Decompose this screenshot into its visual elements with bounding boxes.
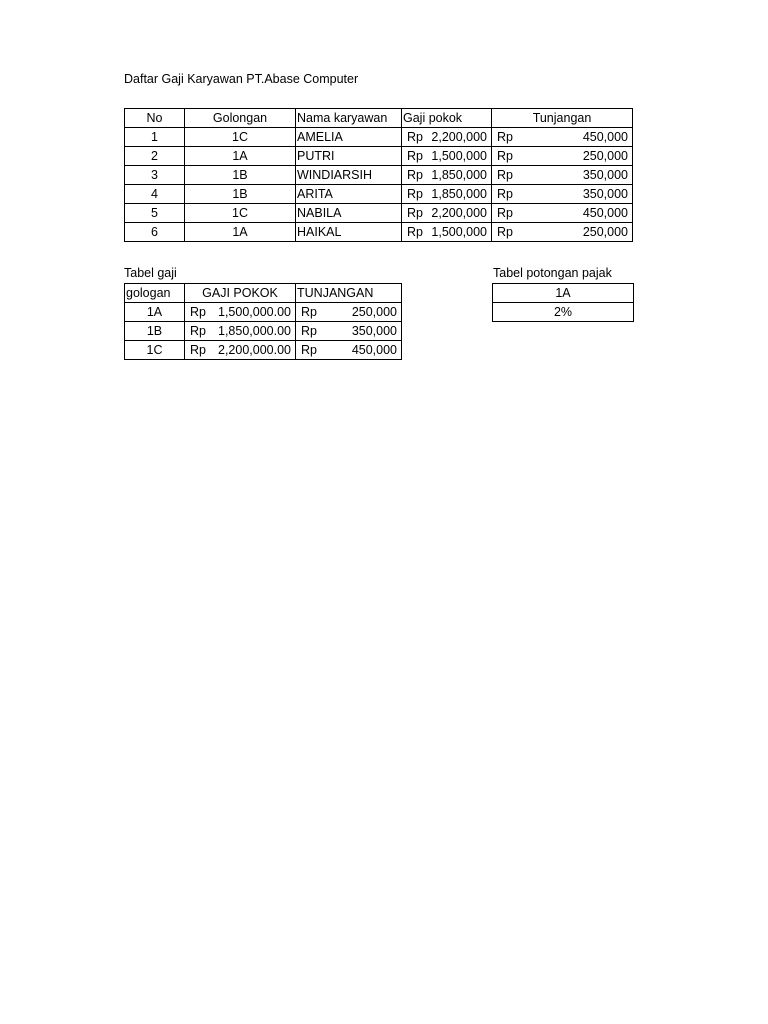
cell-tunjangan[interactable] — [492, 185, 633, 204]
cell-nama[interactable]: PUTRI — [296, 147, 402, 166]
tunjangan-value: 450,000 — [582, 206, 628, 220]
table-row — [125, 223, 633, 242]
tunjangan-value: 250,000 — [351, 305, 397, 319]
cell-tunjangan[interactable] — [296, 322, 402, 341]
header-tunjangan[interactable]: Tunjangan — [492, 109, 633, 128]
tunjangan-value: 350,000 — [582, 168, 628, 182]
table-row — [125, 303, 402, 322]
table-row — [125, 147, 633, 166]
cell-golongan[interactable]: 1B — [125, 322, 185, 341]
table-row — [125, 204, 633, 223]
cell-gaji-pokok[interactable] — [402, 185, 492, 204]
cell-golongan[interactable]: 1A — [185, 147, 296, 166]
gaji-value: 1,850,000 — [431, 187, 487, 201]
currency-symbol: Rp — [497, 149, 513, 163]
header-golongan[interactable]: Golongan — [185, 109, 296, 128]
table-header-row — [125, 109, 633, 128]
gaji-value: 1,500,000.00 — [218, 305, 291, 319]
cell-golongan[interactable]: 1B — [185, 166, 296, 185]
cell-tunjangan[interactable] — [296, 303, 402, 322]
gaji-value: 1,850,000.00 — [218, 324, 291, 338]
tunjangan-value: 350,000 — [582, 187, 628, 201]
cell-no[interactable]: 5 — [125, 204, 185, 223]
cell-golongan[interactable]: 1C — [125, 341, 185, 360]
currency-symbol: Rp — [301, 305, 317, 319]
table-row — [125, 128, 633, 147]
gaji-value: 1,850,000 — [431, 168, 487, 182]
cell-golongan[interactable]: 1A — [125, 303, 185, 322]
gaji-value: 1,500,000 — [431, 225, 487, 239]
tunjangan-value: 250,000 — [582, 149, 628, 163]
tunjangan-value: 250,000 — [582, 225, 628, 239]
cell-tunjangan[interactable] — [492, 147, 633, 166]
tunjangan-value: 450,000 — [582, 130, 628, 144]
cell-golongan[interactable]: 1C — [185, 128, 296, 147]
tunjangan-value: 350,000 — [351, 324, 397, 338]
currency-symbol: Rp — [407, 130, 423, 144]
currency-symbol: Rp — [407, 149, 423, 163]
cell-gaji-pokok[interactable] — [402, 128, 492, 147]
cell-gaji-pokok[interactable] — [185, 341, 296, 360]
cell-tunjangan[interactable] — [492, 128, 633, 147]
table-row — [125, 341, 402, 360]
cell-nama[interactable]: NABILA — [296, 204, 402, 223]
header-no[interactable]: No — [125, 109, 185, 128]
cell-no[interactable]: 2 — [125, 147, 185, 166]
tabel-gaji — [124, 283, 402, 360]
cell-golongan[interactable]: 1C — [185, 204, 296, 223]
gaji-value: 2,200,000 — [431, 130, 487, 144]
currency-symbol: Rp — [497, 225, 513, 239]
table-row — [125, 322, 402, 341]
currency-symbol: Rp — [407, 206, 423, 220]
cell-no[interactable]: 1 — [125, 128, 185, 147]
currency-symbol: Rp — [497, 168, 513, 182]
currency-symbol: Rp — [497, 206, 513, 220]
currency-symbol: Rp — [407, 187, 423, 201]
currency-symbol: Rp — [190, 343, 206, 357]
cell-no[interactable]: 3 — [125, 166, 185, 185]
currency-symbol: Rp — [407, 168, 423, 182]
cell-gaji-pokok[interactable] — [185, 303, 296, 322]
cell-gaji-pokok[interactable] — [402, 204, 492, 223]
gaji-value: 2,200,000 — [431, 206, 487, 220]
currency-symbol: Rp — [301, 324, 317, 338]
cell-golongan[interactable]: 1B — [185, 185, 296, 204]
cell-pajak-persen[interactable]: 2% — [493, 303, 634, 322]
cell-no[interactable]: 6 — [125, 223, 185, 242]
cell-tunjangan[interactable] — [296, 341, 402, 360]
tabel-gaji-caption: Tabel gaji — [124, 266, 177, 280]
header-gaji-pokok[interactable]: GAJI POKOK — [185, 284, 296, 303]
tunjangan-value: 450,000 — [351, 343, 397, 357]
cell-tunjangan[interactable] — [492, 166, 633, 185]
sheet-title: Daftar Gaji Karyawan PT.Abase Computer — [124, 72, 359, 86]
header-gaji-pokok[interactable]: Gaji pokok — [402, 109, 492, 128]
table-row — [125, 166, 633, 185]
table-header-row — [125, 284, 402, 303]
cell-gaji-pokok[interactable] — [185, 322, 296, 341]
currency-symbol: Rp — [190, 324, 206, 338]
gaji-value: 1,500,000 — [431, 149, 487, 163]
cell-nama[interactable]: WINDIARSIH — [296, 166, 402, 185]
cell-gaji-pokok[interactable] — [402, 147, 492, 166]
tabel-potongan-pajak — [492, 283, 634, 322]
currency-symbol: Rp — [497, 187, 513, 201]
header-tunjangan[interactable]: TUNJANGAN — [296, 284, 402, 303]
currency-symbol: Rp — [301, 343, 317, 357]
cell-gaji-pokok[interactable] — [402, 223, 492, 242]
cell-tunjangan[interactable] — [492, 223, 633, 242]
cell-tunjangan[interactable] — [492, 204, 633, 223]
header-gologan[interactable]: gologan — [125, 284, 185, 303]
gaji-value: 2,200,000.00 — [218, 343, 291, 357]
cell-nama[interactable]: ARITA — [296, 185, 402, 204]
tabel-pajak-caption: Tabel potongan pajak — [493, 266, 612, 280]
table-row — [493, 284, 634, 303]
cell-no[interactable]: 4 — [125, 185, 185, 204]
cell-pajak-golongan[interactable]: 1A — [493, 284, 634, 303]
currency-symbol: Rp — [497, 130, 513, 144]
employee-salary-table — [124, 108, 633, 242]
cell-nama[interactable]: HAIKAL — [296, 223, 402, 242]
cell-golongan[interactable]: 1A — [185, 223, 296, 242]
table-row — [125, 185, 633, 204]
cell-gaji-pokok[interactable] — [402, 166, 492, 185]
currency-symbol: Rp — [190, 305, 206, 319]
table-row — [493, 303, 634, 322]
cell-nama[interactable]: AMELIA — [296, 128, 402, 147]
header-nama-karyawan[interactable]: Nama karyawan — [296, 109, 402, 128]
currency-symbol: Rp — [407, 225, 423, 239]
